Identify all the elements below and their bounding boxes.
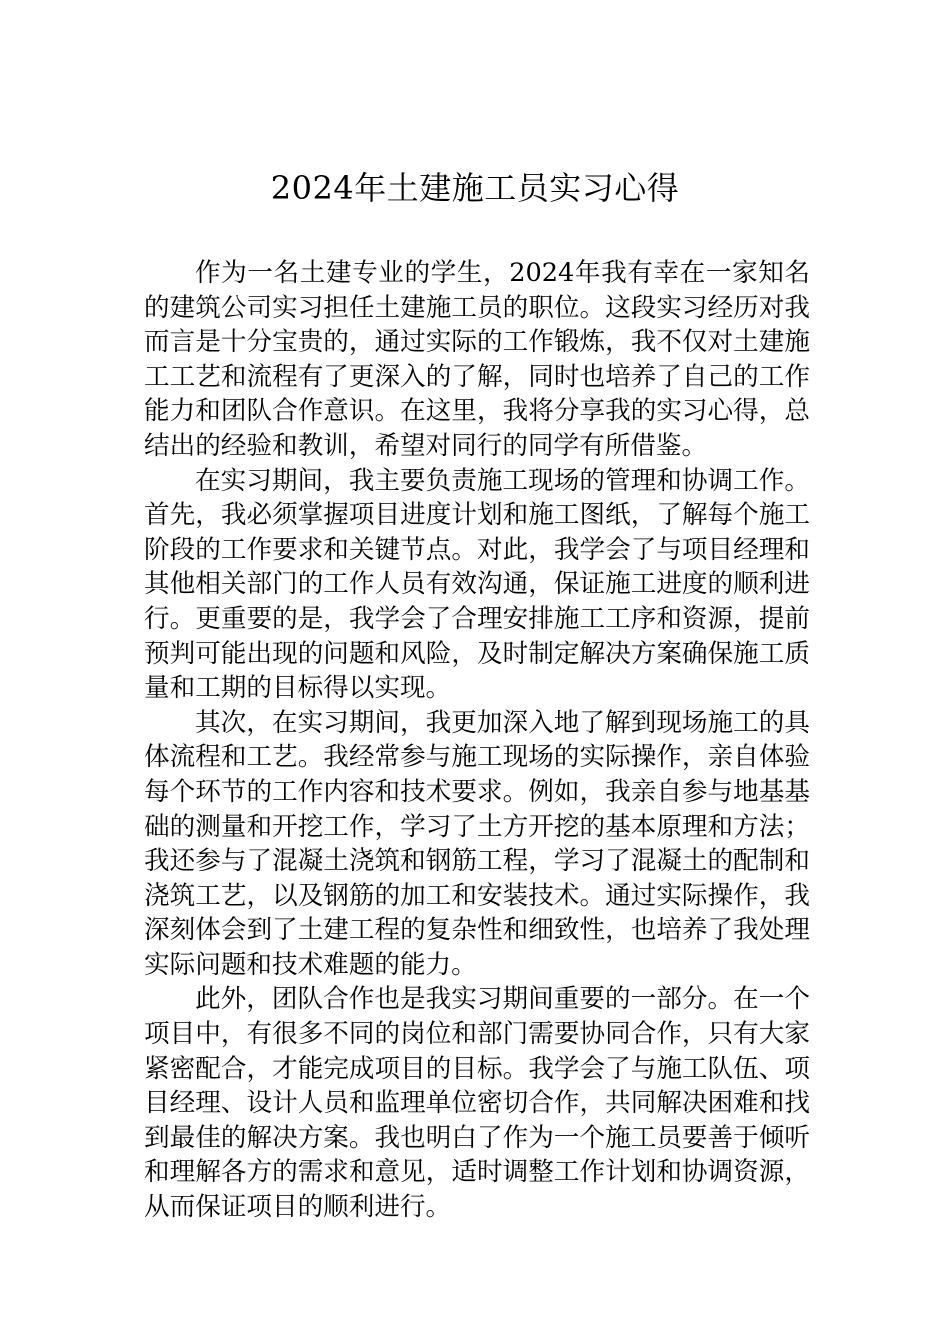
document-body xyxy=(144,256,810,1225)
paragraph-2: 在实习期间，我主要负责施工现场的管理和协调工作。首先，我必须掌握项目进度计划和施工图纸，了解每个施工阶段的工作要求和关键节点。对此，我学会了与项目经理和其他相关部门的工作人员有效沟通，保证施工进度的顺利进行。更重要的是，我学会了合理安排施工工序和资源，提前预判可能出现的问题和风险，及时制定解决方案确保施工质量和工期的目标得以实现。 xyxy=(144,465,810,704)
paragraph-3: 其次，在实习期间，我更加深入地了解到现场施工的具体流程和工艺。我经常参与施工现场的实际操作，亲自体验每个环节的工作内容和技术要求。例如，我亲自参与地基基础的测量和开挖工作，学习了土方开挖的基本原理和方法；我还参与了混凝土浇筑和钢筋工程，学习了混凝土的配制和浇筑工艺，以及钢筋的加工和安装技术。通过实际操作，我深刻体会到了土建工程的复杂性和细致性，也培养了我处理实际问题和技术难题的能力。 xyxy=(144,707,810,980)
paragraph-4: 此外，团队合作也是我实习期间重要的一部分。在一个项目中，有很多不同的岗位和部门需要协同合作，只有大家紧密配合，才能完成项目的目标。我学会了与施工队伍、项目经理、设计人员和监理单位密切合作，共同解决困难和找到最佳的解决方案。我也明白了作为一个施工员要善于倾听和理解各方的需求和意见，适时调整工作计划和协调资源，从而保证项目的顺利进行。 xyxy=(144,984,810,1223)
paragraph-1: 作为一名土建专业的学生，2024年我有幸在一家知名的建筑公司实习担任土建施工员的职位。这段实习经历对我而言是十分宝贵的，通过实际的工作锻炼，我不仅对土建施工工艺和流程有了更深入的了解，同时也培养了自己的工作能力和团队合作意识。在这里，我将分享我的实习心得，总结出的经验和教训，希望对同行的同学有所借鉴。 xyxy=(144,258,810,461)
document-title: 2024年土建施工员实习心得 xyxy=(270,169,680,207)
